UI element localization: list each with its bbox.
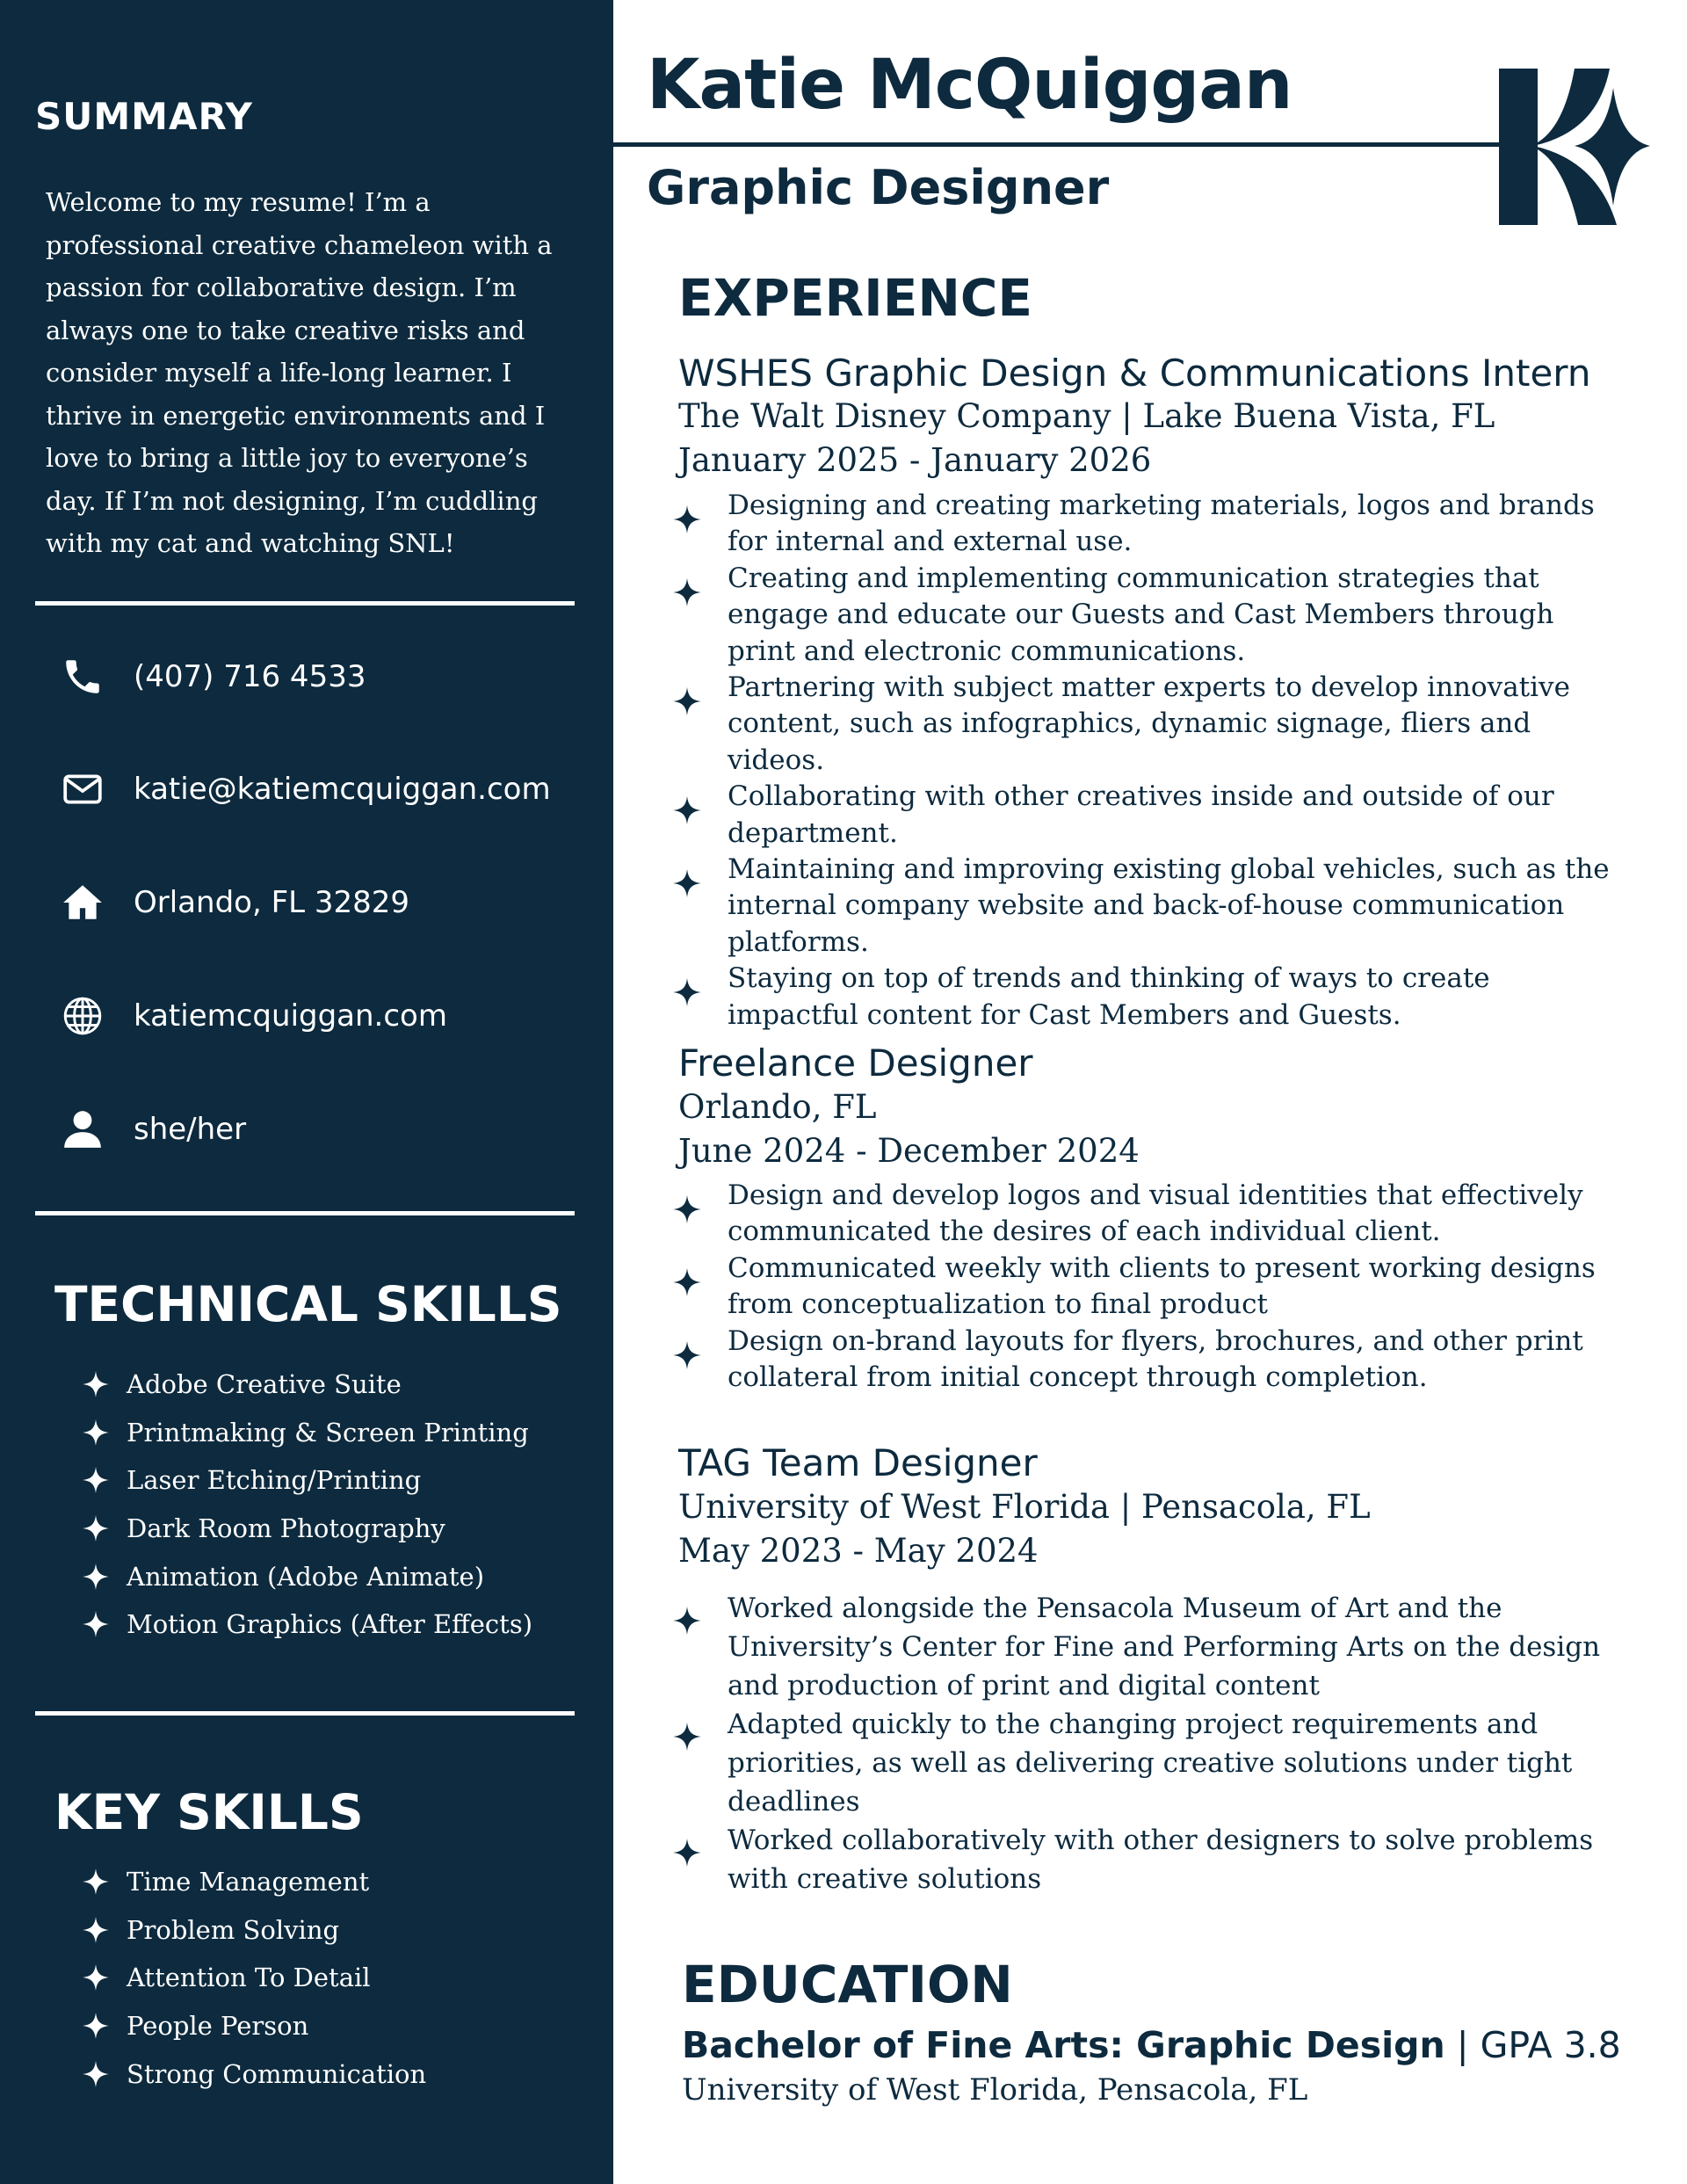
- sparkle-icon: [673, 505, 701, 533]
- list-item: Printmaking & Screen Printing: [83, 1409, 532, 1457]
- globe-icon: [58, 991, 107, 1041]
- sidebar: [0, 0, 613, 2184]
- page-title: Katie McQuiggan: [647, 46, 1292, 125]
- sparkle-icon: [673, 1341, 701, 1369]
- sidebar-divider: [35, 601, 575, 606]
- sparkle-icon: [673, 578, 701, 606]
- sidebar-divider: [35, 1711, 575, 1716]
- mail-icon: [58, 765, 107, 814]
- home-icon: [58, 878, 107, 927]
- list-item: Maintaining and improving existing global vehicles, such as the internal company website and back-of-house communication platforms.: [673, 852, 1617, 961]
- job-bullets: [673, 1589, 1617, 1898]
- gpa-text: | GPA 3.8: [1456, 2024, 1621, 2066]
- sparkle-icon: [83, 2061, 109, 2087]
- key-skills-heading: KEY SKILLS: [54, 1784, 364, 1840]
- list-item: Communicated weekly with clients to present working designs from conceptualization to final product: [673, 1251, 1617, 1324]
- sparkle-icon: [83, 1564, 109, 1590]
- sparkle-icon: [673, 796, 701, 824]
- sparkle-icon: [673, 687, 701, 715]
- list-item: Motion Graphics (After Effects): [83, 1600, 532, 1649]
- sparkle-icon: [83, 2013, 109, 2039]
- sidebar-divider: [35, 1211, 575, 1215]
- education-degree: [682, 2024, 1621, 2066]
- sparkle-icon: [83, 1371, 109, 1397]
- sparkle-icon: [673, 1839, 701, 1867]
- sparkle-icon: [673, 1195, 701, 1223]
- person-icon: [58, 1105, 107, 1154]
- job-bullets: [673, 1178, 1617, 1396]
- education-heading: EDUCATION: [682, 1955, 1013, 2014]
- sparkle-icon: [673, 1268, 701, 1296]
- list-item: Laser Etching/Printing: [83, 1456, 532, 1505]
- summary-heading: SUMMARY: [35, 95, 253, 138]
- contact-website[interactable]: [58, 990, 447, 1042]
- list-item: Designing and creating marketing materials, logos and brands for internal and external use.: [673, 488, 1617, 561]
- degree-text: Bachelor of Fine Arts: Graphic Design: [682, 2024, 1445, 2066]
- sparkle-icon: [673, 1723, 701, 1751]
- sparkle-icon: [83, 1515, 109, 1542]
- list-item: Animation (Adobe Animate): [83, 1552, 532, 1600]
- list-item: Worked collaboratively with other designers to solve problems with creative solutions: [673, 1821, 1617, 1898]
- header-rule: [0, 142, 1520, 147]
- list-item: Strong Communication: [83, 2050, 426, 2098]
- sparkle-icon: [83, 1419, 109, 1446]
- job-role: Freelance Designer: [678, 1041, 1033, 1085]
- job-company: The Walt Disney Company | Lake Buena Vista, FL: [678, 397, 1495, 435]
- summary-text: Welcome to my resume! I’m a professional creative chameleon with a passion for collaborative design. I’m always one to take creative risks and consider myself a life-long learner. I thrive in energetic environments and I love to bring a little joy to everyone’s day. If I’m not designing, I’m cuddling with my cat and watching SNL!: [46, 187, 553, 558]
- job-dates: June 2024 - December 2024: [678, 1132, 1140, 1170]
- education-school: University of West Florida, Pensacola, FL: [682, 2072, 1308, 2108]
- phone-icon: [58, 652, 107, 701]
- sparkle-icon: [83, 1917, 109, 1943]
- contact-location: [58, 876, 409, 929]
- technical-skills-list: [83, 1360, 532, 1649]
- phone-text: (407) 716 4533: [134, 659, 366, 694]
- sparkle-icon: [673, 869, 701, 897]
- technical-skills-heading: TECHNICAL SKILLS: [54, 1276, 562, 1332]
- list-item: Attention To Detail: [83, 1954, 426, 2002]
- location-text: Orlando, FL 32829: [134, 885, 410, 920]
- job-role: TAG Team Designer: [678, 1441, 1038, 1484]
- k-star-logo-icon: [1494, 62, 1652, 229]
- list-item: People Person: [83, 2002, 426, 2050]
- job-company: University of West Florida | Pensacola, FL: [678, 1488, 1371, 1526]
- email-text: katie@katiemcquiggan.com: [134, 772, 551, 807]
- contact-email[interactable]: [58, 763, 551, 816]
- list-item: Collaborating with other creatives inside and outside of our department.: [673, 779, 1617, 852]
- job-role: WSHES Graphic Design & Communications Intern: [678, 352, 1591, 395]
- list-item: Problem Solving: [83, 1906, 426, 1955]
- list-item: Creating and implementing communication strategies that engage and educate our Guests and Cast Members through print and electronic communications.: [673, 561, 1617, 670]
- sparkle-icon: [83, 1964, 109, 1991]
- list-item: Time Management: [83, 1858, 426, 1906]
- list-item: Partnering with subject matter experts to develop innovative content, such as infographics, dynamic signage, fliers and videos.: [673, 670, 1617, 779]
- key-skills-list: [83, 1858, 426, 2098]
- website-text: katiemcquiggan.com: [134, 998, 447, 1034]
- contact-pronouns: [58, 1103, 246, 1156]
- sparkle-icon: [83, 1868, 109, 1895]
- list-item: Staying on top of trends and thinking of ways to create impactful content for Cast Members and Guests.: [673, 961, 1617, 1034]
- job-company: Orlando, FL: [678, 1088, 877, 1126]
- experience-heading: EXPERIENCE: [678, 268, 1033, 328]
- sparkle-icon: [83, 1467, 109, 1493]
- list-item: Adapted quickly to the changing project requirements and priorities, as well as delivering creative solutions under tight deadlines: [673, 1705, 1617, 1821]
- job-dates: May 2023 - May 2024: [678, 1532, 1039, 1570]
- job-title: Graphic Designer: [647, 160, 1110, 215]
- list-item: Design on-brand layouts for flyers, brochures, and other print collateral from initial concept through completion.: [673, 1324, 1617, 1397]
- job-dates: January 2025 - January 2026: [678, 441, 1152, 479]
- list-item: Adobe Creative Suite: [83, 1360, 532, 1409]
- list-item: Design and develop logos and visual identities that effectively communicated the desires of each individual client.: [673, 1178, 1617, 1251]
- sparkle-icon: [673, 1607, 701, 1635]
- sparkle-icon: [673, 978, 701, 1006]
- contact-phone[interactable]: [58, 650, 366, 703]
- job-bullets: [673, 488, 1617, 1034]
- list-item: Dark Room Photography: [83, 1505, 532, 1553]
- pronouns-text: she/her: [134, 1112, 247, 1147]
- sparkle-icon: [83, 1611, 109, 1637]
- list-item: Worked alongside the Pensacola Museum of Art and the University’s Center for Fine and Performing Arts on the design and production of print and digital content: [673, 1589, 1617, 1705]
